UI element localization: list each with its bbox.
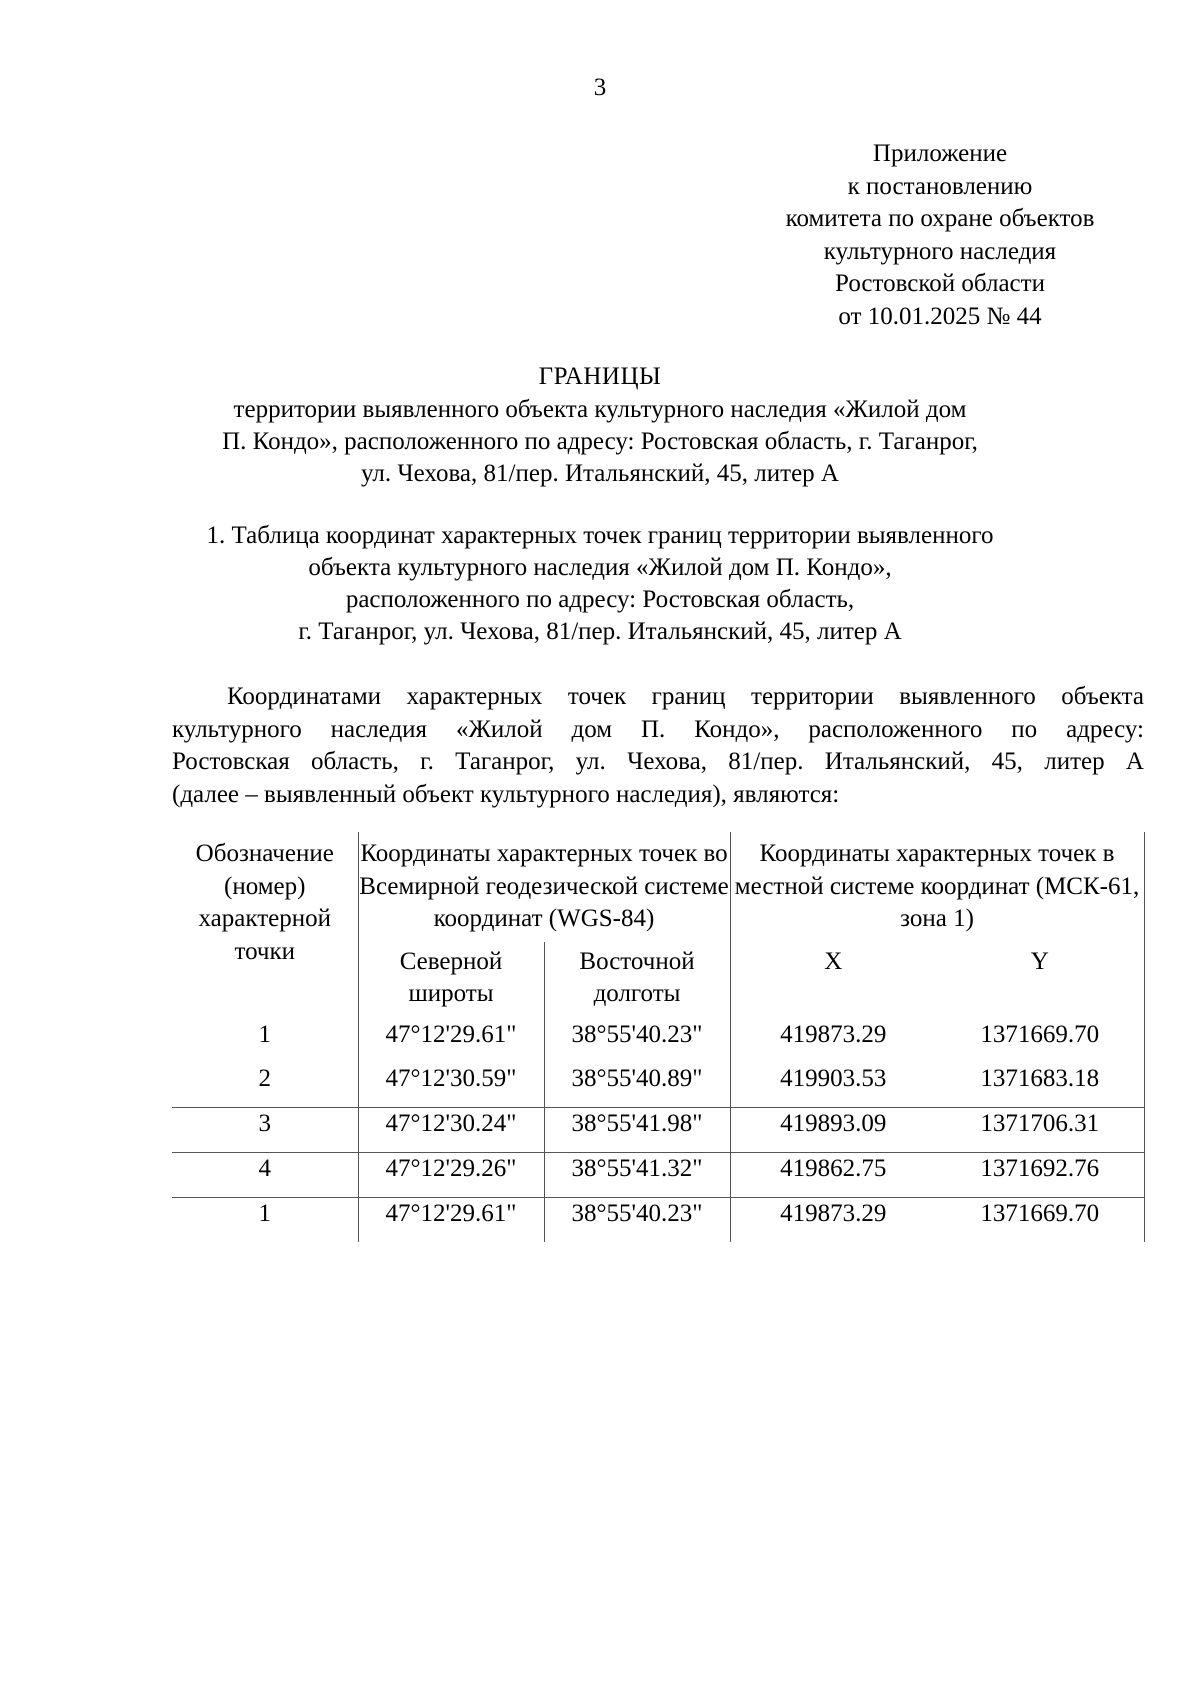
table-row [172,1019,1144,1063]
appendix-line: от 10.01.2025 № 44 [838,302,1042,330]
cell-lat: 47°12'29.61" [358,1019,544,1063]
cell-lon: 38°55'41.98" [544,1107,730,1152]
appendix-line: Ростовской области [835,270,1045,297]
title-line: П. Кондо», расположенного по адресу: Ростовская область, г. Таганрог, [222,428,978,455]
header-point: Обозначение (номер) характерной точки [172,832,358,1019]
table-header-row [172,832,1144,942]
appendix-block [740,138,1140,333]
title-line: ул. Чехова, 81/пер. Итальянский, 45, литер А [361,460,839,487]
cell-y: 1371706.31 [936,1107,1144,1152]
appendix-line: комитета по охране объектов [785,205,1095,232]
cell-y: 1371669.70 [936,1197,1144,1242]
appendix-line: к постановлению [847,172,1033,200]
header-msk: Координаты характерных точек в местной системе координат (МСК-61, зона 1) [730,832,1144,942]
table-row [172,1152,1144,1197]
title-heading: ГРАНИЦЫ [538,363,662,390]
table-row [172,1197,1144,1242]
paragraph-line: (далее – выявленный объект культурного наследия), являются: [172,780,840,808]
paragraph-line: Координатами характерных точек границ территории выявленного объекта [227,683,1144,710]
document-title [130,360,1070,490]
paragraph-line: Ростовская область, г. Таганрог, ул. Чехова, 81/пер. Итальянский, 45, литер А [172,748,1144,775]
page-number: 3 [593,74,607,101]
header-east: Восточной долготы [544,942,730,1019]
cell-x: 419903.53 [780,1064,887,1092]
cell-x: 419893.09 [730,1107,936,1152]
cell-point: 3 [172,1107,358,1152]
cell-x: 419873.29 [730,1197,936,1242]
cell-point: 1 [172,1019,358,1063]
cell-point: 1 [172,1197,358,1242]
cell-point: 4 [172,1152,358,1197]
table-title-line: расположенного по адресу: Ростовская область, [345,586,855,613]
appendix-line: культурного наследия [823,237,1057,265]
cell-y: 1371683.18 [936,1063,1144,1108]
table-row [172,1107,1144,1152]
header-north: Северной широты [358,942,544,1019]
table-row [172,1063,1144,1108]
cell-y: 1371692.76 [936,1152,1144,1197]
table-title-line: объекта культурного наследия «Жилой дом П. Кондо», [308,554,892,581]
cell-x: 419862.75 [730,1152,936,1197]
cell-lat: 47°12'29.26" [358,1152,544,1197]
cell-lon: 38°55'41.32" [544,1152,730,1197]
coordinates-table [172,832,1145,1242]
paragraph-line: культурного наследия «Жилой дом П. Кондо», расположенного по адресу: [172,715,1144,743]
appendix-line: Приложение [872,140,1008,167]
cell-lat: 47°12'29.61" [358,1197,544,1242]
cell-point: 2 [172,1063,358,1108]
cell-lon: 38°55'40.23" [544,1019,730,1063]
table-title [130,520,1070,648]
table-title-line: г. Таганрог, ул. Чехова, 81/пер. Итальянский, 45, литер А [298,618,902,645]
cell-y: 1371669.70 [936,1019,1144,1063]
table-title-line: 1. Таблица координат характерных точек границ территории выявленного [206,522,994,549]
cell-lon: 38°55'40.89" [544,1063,730,1108]
cell-lon: 38°55'40.23" [544,1197,730,1242]
cell-lat: 47°12'30.59" [358,1063,544,1108]
header-wgs: Координаты характерных точек во Всемирной геодезической системе координат (WGS-84) [358,832,730,942]
cell-x: 419873.29 [780,1020,887,1048]
header-y: Y [936,942,1144,1019]
cell-lat: 47°12'30.24" [358,1107,544,1152]
title-line: территории выявленного объекта культурного наследия «Жилой дом [233,396,967,423]
header-x: X [824,947,843,975]
body-paragraph [172,681,1144,811]
